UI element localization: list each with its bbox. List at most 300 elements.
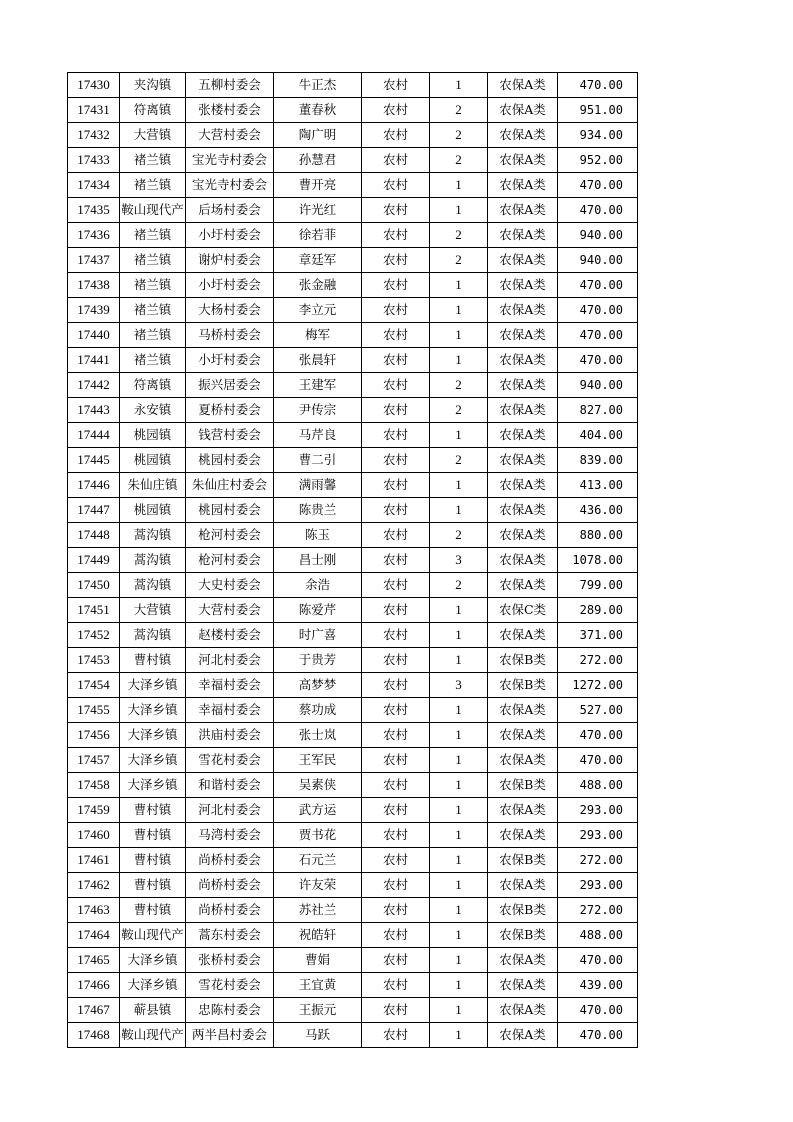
record-id-cell: 17463 <box>68 898 120 923</box>
village-committee-cell: 蒿东村委会 <box>186 923 274 948</box>
amount-cell: 470.00 <box>558 173 638 198</box>
record-id-cell: 17455 <box>68 698 120 723</box>
person-name-cell: 王军民 <box>274 748 362 773</box>
person-name-cell: 曹二引 <box>274 448 362 473</box>
household-count-cell: 1 <box>430 423 488 448</box>
household-count-cell: 1 <box>430 498 488 523</box>
area-type-cell: 农村 <box>362 448 430 473</box>
amount-cell: 470.00 <box>558 348 638 373</box>
person-name-cell: 李立元 <box>274 298 362 323</box>
person-name-cell: 贾书花 <box>274 823 362 848</box>
person-name-cell: 满雨馨 <box>274 473 362 498</box>
amount-cell: 272.00 <box>558 848 638 873</box>
record-id-cell: 17438 <box>68 273 120 298</box>
person-name-cell: 王振元 <box>274 998 362 1023</box>
amount-cell: 371.00 <box>558 623 638 648</box>
table-row <box>68 623 638 648</box>
area-type-cell: 农村 <box>362 998 430 1023</box>
household-count-cell: 1 <box>430 698 488 723</box>
person-name-cell: 张金融 <box>274 273 362 298</box>
household-count-cell: 2 <box>430 398 488 423</box>
table-row <box>68 398 638 423</box>
village-committee-cell: 雪花村委会 <box>186 748 274 773</box>
town-cell: 大泽乡镇 <box>120 723 186 748</box>
area-type-cell: 农村 <box>362 123 430 148</box>
area-type-cell: 农村 <box>362 273 430 298</box>
village-committee-cell: 河北村委会 <box>186 648 274 673</box>
insurance-category-cell: 农保A类 <box>488 698 558 723</box>
village-committee-cell: 尚桥村委会 <box>186 898 274 923</box>
amount-cell: 940.00 <box>558 248 638 273</box>
amount-cell: 1272.00 <box>558 673 638 698</box>
town-cell: 大泽乡镇 <box>120 773 186 798</box>
insurance-category-cell: 农保A类 <box>488 823 558 848</box>
table-row <box>68 98 638 123</box>
record-id-cell: 17445 <box>68 448 120 473</box>
person-name-cell: 陶广明 <box>274 123 362 148</box>
person-name-cell: 王宜黄 <box>274 973 362 998</box>
town-cell: 蕲县镇 <box>120 998 186 1023</box>
area-type-cell: 农村 <box>362 1023 430 1048</box>
insurance-category-cell: 农保A类 <box>488 173 558 198</box>
insurance-category-cell: 农保A类 <box>488 873 558 898</box>
insurance-category-cell: 农保A类 <box>488 98 558 123</box>
table-body <box>68 73 638 1048</box>
insurance-category-cell: 农保A类 <box>488 1023 558 1048</box>
record-id-cell: 17432 <box>68 123 120 148</box>
record-id-cell: 17434 <box>68 173 120 198</box>
village-committee-cell: 马桥村委会 <box>186 323 274 348</box>
insurance-category-cell: 农保A类 <box>488 223 558 248</box>
table-row <box>68 198 638 223</box>
record-id-cell: 17462 <box>68 873 120 898</box>
village-committee-cell: 宝光寺村委会 <box>186 148 274 173</box>
person-name-cell: 尹传宗 <box>274 398 362 423</box>
table-row <box>68 998 638 1023</box>
person-name-cell: 张士岚 <box>274 723 362 748</box>
record-id-cell: 17447 <box>68 498 120 523</box>
household-count-cell: 1 <box>430 848 488 873</box>
table-row <box>68 848 638 873</box>
insurance-category-cell: 农保A类 <box>488 123 558 148</box>
table-row <box>68 723 638 748</box>
record-id-cell: 17459 <box>68 798 120 823</box>
record-id-cell: 17449 <box>68 548 120 573</box>
area-type-cell: 农村 <box>362 898 430 923</box>
town-cell: 曹村镇 <box>120 648 186 673</box>
household-count-cell: 1 <box>430 298 488 323</box>
town-cell: 鞍山现代产 <box>120 923 186 948</box>
area-type-cell: 农村 <box>362 973 430 998</box>
record-id-cell: 17457 <box>68 748 120 773</box>
area-type-cell: 农村 <box>362 923 430 948</box>
insurance-category-cell: 农保A类 <box>488 473 558 498</box>
household-count-cell: 1 <box>430 323 488 348</box>
town-cell: 鞍山现代产 <box>120 1023 186 1048</box>
household-count-cell: 1 <box>430 998 488 1023</box>
household-count-cell: 2 <box>430 123 488 148</box>
record-id-cell: 17456 <box>68 723 120 748</box>
village-committee-cell: 后场村委会 <box>186 198 274 223</box>
town-cell: 蒿沟镇 <box>120 623 186 648</box>
town-cell: 褚兰镇 <box>120 348 186 373</box>
person-name-cell: 孙慧君 <box>274 148 362 173</box>
household-count-cell: 1 <box>430 773 488 798</box>
amount-cell: 413.00 <box>558 473 638 498</box>
record-id-cell: 17435 <box>68 198 120 223</box>
household-count-cell: 1 <box>430 973 488 998</box>
insurance-category-cell: 农保C类 <box>488 598 558 623</box>
household-count-cell: 2 <box>430 148 488 173</box>
person-name-cell: 蔡功成 <box>274 698 362 723</box>
village-committee-cell: 张桥村委会 <box>186 948 274 973</box>
records-table <box>67 72 638 1048</box>
person-name-cell: 曹开亮 <box>274 173 362 198</box>
village-committee-cell: 夏桥村委会 <box>186 398 274 423</box>
insurance-category-cell: 农保A类 <box>488 548 558 573</box>
amount-cell: 470.00 <box>558 748 638 773</box>
table-row <box>68 823 638 848</box>
insurance-category-cell: 农保A类 <box>488 948 558 973</box>
record-id-cell: 17450 <box>68 573 120 598</box>
amount-cell: 799.00 <box>558 573 638 598</box>
area-type-cell: 农村 <box>362 373 430 398</box>
amount-cell: 488.00 <box>558 773 638 798</box>
record-id-cell: 17448 <box>68 523 120 548</box>
town-cell: 曹村镇 <box>120 848 186 873</box>
amount-cell: 839.00 <box>558 448 638 473</box>
village-committee-cell: 幸福村委会 <box>186 698 274 723</box>
town-cell: 大泽乡镇 <box>120 973 186 998</box>
record-id-cell: 17443 <box>68 398 120 423</box>
record-id-cell: 17439 <box>68 298 120 323</box>
person-name-cell: 昌士刚 <box>274 548 362 573</box>
village-committee-cell: 枪河村委会 <box>186 548 274 573</box>
table-row <box>68 148 638 173</box>
area-type-cell: 农村 <box>362 548 430 573</box>
amount-cell: 289.00 <box>558 598 638 623</box>
person-name-cell: 时广喜 <box>274 623 362 648</box>
record-id-cell: 17452 <box>68 623 120 648</box>
insurance-category-cell: 农保B类 <box>488 898 558 923</box>
insurance-category-cell: 农保A类 <box>488 423 558 448</box>
amount-cell: 439.00 <box>558 973 638 998</box>
amount-cell: 470.00 <box>558 948 638 973</box>
area-type-cell: 农村 <box>362 723 430 748</box>
amount-cell: 404.00 <box>558 423 638 448</box>
amount-cell: 470.00 <box>558 1023 638 1048</box>
household-count-cell: 1 <box>430 723 488 748</box>
amount-cell: 940.00 <box>558 373 638 398</box>
area-type-cell: 农村 <box>362 398 430 423</box>
table-row <box>68 573 638 598</box>
record-id-cell: 17437 <box>68 248 120 273</box>
person-name-cell: 武方运 <box>274 798 362 823</box>
village-committee-cell: 谢炉村委会 <box>186 248 274 273</box>
record-id-cell: 17468 <box>68 1023 120 1048</box>
area-type-cell: 农村 <box>362 223 430 248</box>
person-name-cell: 石元兰 <box>274 848 362 873</box>
insurance-category-cell: 农保A类 <box>488 798 558 823</box>
village-committee-cell: 桃园村委会 <box>186 498 274 523</box>
household-count-cell: 1 <box>430 923 488 948</box>
village-committee-cell: 大营村委会 <box>186 123 274 148</box>
area-type-cell: 农村 <box>362 573 430 598</box>
village-committee-cell: 大史村委会 <box>186 573 274 598</box>
person-name-cell: 马跃 <box>274 1023 362 1048</box>
person-name-cell: 张晨轩 <box>274 348 362 373</box>
town-cell: 蒿沟镇 <box>120 523 186 548</box>
village-committee-cell: 张楼村委会 <box>186 98 274 123</box>
town-cell: 大营镇 <box>120 123 186 148</box>
area-type-cell: 农村 <box>362 698 430 723</box>
area-type-cell: 农村 <box>362 773 430 798</box>
amount-cell: 488.00 <box>558 923 638 948</box>
amount-cell: 470.00 <box>558 998 638 1023</box>
area-type-cell: 农村 <box>362 748 430 773</box>
household-count-cell: 2 <box>430 248 488 273</box>
town-cell: 鞍山现代产 <box>120 198 186 223</box>
insurance-category-cell: 农保A类 <box>488 298 558 323</box>
village-committee-cell: 忠陈村委会 <box>186 998 274 1023</box>
table-row <box>68 223 638 248</box>
household-count-cell: 2 <box>430 448 488 473</box>
amount-cell: 827.00 <box>558 398 638 423</box>
table-row <box>68 423 638 448</box>
table-row <box>68 648 638 673</box>
village-committee-cell: 尚桥村委会 <box>186 873 274 898</box>
table-row <box>68 248 638 273</box>
insurance-category-cell: 农保A类 <box>488 998 558 1023</box>
area-type-cell: 农村 <box>362 348 430 373</box>
table-row <box>68 873 638 898</box>
household-count-cell: 1 <box>430 873 488 898</box>
area-type-cell: 农村 <box>362 498 430 523</box>
insurance-category-cell: 农保B类 <box>488 923 558 948</box>
insurance-category-cell: 农保A类 <box>488 248 558 273</box>
household-count-cell: 1 <box>430 173 488 198</box>
person-name-cell: 苏社兰 <box>274 898 362 923</box>
town-cell: 大营镇 <box>120 598 186 623</box>
household-count-cell: 1 <box>430 73 488 98</box>
record-id-cell: 17430 <box>68 73 120 98</box>
table-row <box>68 748 638 773</box>
amount-cell: 934.00 <box>558 123 638 148</box>
village-committee-cell: 两半昌村委会 <box>186 1023 274 1048</box>
table-row <box>68 523 638 548</box>
table-row <box>68 298 638 323</box>
amount-cell: 1078.00 <box>558 548 638 573</box>
amount-cell: 470.00 <box>558 723 638 748</box>
town-cell: 曹村镇 <box>120 823 186 848</box>
area-type-cell: 农村 <box>362 473 430 498</box>
household-count-cell: 1 <box>430 198 488 223</box>
village-committee-cell: 洪庙村委会 <box>186 723 274 748</box>
household-count-cell: 1 <box>430 748 488 773</box>
town-cell: 曹村镇 <box>120 798 186 823</box>
person-name-cell: 牛正杰 <box>274 73 362 98</box>
town-cell: 符离镇 <box>120 98 186 123</box>
town-cell: 褚兰镇 <box>120 173 186 198</box>
area-type-cell: 农村 <box>362 148 430 173</box>
person-name-cell: 梅军 <box>274 323 362 348</box>
amount-cell: 470.00 <box>558 323 638 348</box>
record-id-cell: 17451 <box>68 598 120 623</box>
table-row <box>68 498 638 523</box>
household-count-cell: 1 <box>430 598 488 623</box>
town-cell: 曹村镇 <box>120 873 186 898</box>
household-count-cell: 1 <box>430 473 488 498</box>
person-name-cell: 徐若菲 <box>274 223 362 248</box>
person-name-cell: 马芹良 <box>274 423 362 448</box>
village-committee-cell: 大营村委会 <box>186 598 274 623</box>
record-id-cell: 17442 <box>68 373 120 398</box>
household-count-cell: 1 <box>430 648 488 673</box>
town-cell: 夹沟镇 <box>120 73 186 98</box>
amount-cell: 293.00 <box>558 823 638 848</box>
table-row <box>68 923 638 948</box>
insurance-category-cell: 农保A类 <box>488 73 558 98</box>
village-committee-cell: 河北村委会 <box>186 798 274 823</box>
village-committee-cell: 大杨村委会 <box>186 298 274 323</box>
table-row <box>68 323 638 348</box>
town-cell: 褚兰镇 <box>120 148 186 173</box>
insurance-category-cell: 农保A类 <box>488 273 558 298</box>
insurance-category-cell: 农保A类 <box>488 398 558 423</box>
town-cell: 大泽乡镇 <box>120 673 186 698</box>
area-type-cell: 农村 <box>362 323 430 348</box>
area-type-cell: 农村 <box>362 173 430 198</box>
amount-cell: 272.00 <box>558 898 638 923</box>
table-row <box>68 973 638 998</box>
amount-cell: 470.00 <box>558 298 638 323</box>
insurance-category-cell: 农保A类 <box>488 198 558 223</box>
amount-cell: 293.00 <box>558 798 638 823</box>
insurance-category-cell: 农保A类 <box>488 623 558 648</box>
amount-cell: 436.00 <box>558 498 638 523</box>
area-type-cell: 农村 <box>362 198 430 223</box>
town-cell: 曹村镇 <box>120 898 186 923</box>
amount-cell: 470.00 <box>558 73 638 98</box>
table-row <box>68 698 638 723</box>
insurance-category-cell: 农保A类 <box>488 148 558 173</box>
record-id-cell: 17444 <box>68 423 120 448</box>
town-cell: 永安镇 <box>120 398 186 423</box>
area-type-cell: 农村 <box>362 598 430 623</box>
insurance-category-cell: 农保A类 <box>488 723 558 748</box>
household-count-cell: 1 <box>430 1023 488 1048</box>
town-cell: 褚兰镇 <box>120 248 186 273</box>
person-name-cell: 章廷军 <box>274 248 362 273</box>
insurance-category-cell: 农保A类 <box>488 498 558 523</box>
record-id-cell: 17433 <box>68 148 120 173</box>
area-type-cell: 农村 <box>362 873 430 898</box>
town-cell: 朱仙庄镇 <box>120 473 186 498</box>
household-count-cell: 3 <box>430 548 488 573</box>
insurance-category-cell: 农保A类 <box>488 448 558 473</box>
table-row <box>68 773 638 798</box>
record-id-cell: 17465 <box>68 948 120 973</box>
area-type-cell: 农村 <box>362 623 430 648</box>
village-committee-cell: 和谐村委会 <box>186 773 274 798</box>
person-name-cell: 陈玉 <box>274 523 362 548</box>
record-id-cell: 17446 <box>68 473 120 498</box>
village-committee-cell: 五柳村委会 <box>186 73 274 98</box>
insurance-category-cell: 农保A类 <box>488 348 558 373</box>
village-committee-cell: 枪河村委会 <box>186 523 274 548</box>
insurance-category-cell: 农保B类 <box>488 673 558 698</box>
area-type-cell: 农村 <box>362 648 430 673</box>
person-name-cell: 祝皓轩 <box>274 923 362 948</box>
amount-cell: 272.00 <box>558 648 638 673</box>
record-id-cell: 17441 <box>68 348 120 373</box>
person-name-cell: 于贵芳 <box>274 648 362 673</box>
area-type-cell: 农村 <box>362 298 430 323</box>
record-id-cell: 17460 <box>68 823 120 848</box>
town-cell: 褚兰镇 <box>120 223 186 248</box>
table-row <box>68 898 638 923</box>
village-committee-cell: 马湾村委会 <box>186 823 274 848</box>
person-name-cell: 高梦梦 <box>274 673 362 698</box>
household-count-cell: 1 <box>430 823 488 848</box>
record-id-cell: 17431 <box>68 98 120 123</box>
insurance-category-cell: 农保A类 <box>488 973 558 998</box>
household-count-cell: 2 <box>430 98 488 123</box>
table-row <box>68 373 638 398</box>
insurance-category-cell: 农保A类 <box>488 323 558 348</box>
record-id-cell: 17458 <box>68 773 120 798</box>
table-row <box>68 73 638 98</box>
table-row <box>68 173 638 198</box>
person-name-cell: 余浩 <box>274 573 362 598</box>
household-count-cell: 2 <box>430 373 488 398</box>
area-type-cell: 农村 <box>362 423 430 448</box>
town-cell: 桃园镇 <box>120 423 186 448</box>
table-row <box>68 1023 638 1048</box>
record-id-cell: 17440 <box>68 323 120 348</box>
record-id-cell: 17453 <box>68 648 120 673</box>
village-committee-cell: 振兴居委会 <box>186 373 274 398</box>
village-committee-cell: 钱营村委会 <box>186 423 274 448</box>
village-committee-cell: 宝光寺村委会 <box>186 173 274 198</box>
record-id-cell: 17454 <box>68 673 120 698</box>
insurance-category-cell: 农保B类 <box>488 848 558 873</box>
town-cell: 褚兰镇 <box>120 323 186 348</box>
person-name-cell: 董春秋 <box>274 98 362 123</box>
town-cell: 蒿沟镇 <box>120 548 186 573</box>
household-count-cell: 1 <box>430 898 488 923</box>
household-count-cell: 1 <box>430 348 488 373</box>
village-committee-cell: 朱仙庄村委会 <box>186 473 274 498</box>
village-committee-cell: 赵楼村委会 <box>186 623 274 648</box>
person-name-cell: 陈爱芹 <box>274 598 362 623</box>
insurance-category-cell: 农保B类 <box>488 648 558 673</box>
record-id-cell: 17466 <box>68 973 120 998</box>
village-committee-cell: 小圩村委会 <box>186 223 274 248</box>
person-name-cell: 陈贵兰 <box>274 498 362 523</box>
table-row <box>68 798 638 823</box>
amount-cell: 293.00 <box>558 873 638 898</box>
table-row <box>68 673 638 698</box>
insurance-category-cell: 农保A类 <box>488 573 558 598</box>
record-id-cell: 17436 <box>68 223 120 248</box>
town-cell: 桃园镇 <box>120 448 186 473</box>
household-count-cell: 2 <box>430 223 488 248</box>
person-name-cell: 许友荣 <box>274 873 362 898</box>
table-row <box>68 448 638 473</box>
town-cell: 符离镇 <box>120 373 186 398</box>
table-row <box>68 273 638 298</box>
